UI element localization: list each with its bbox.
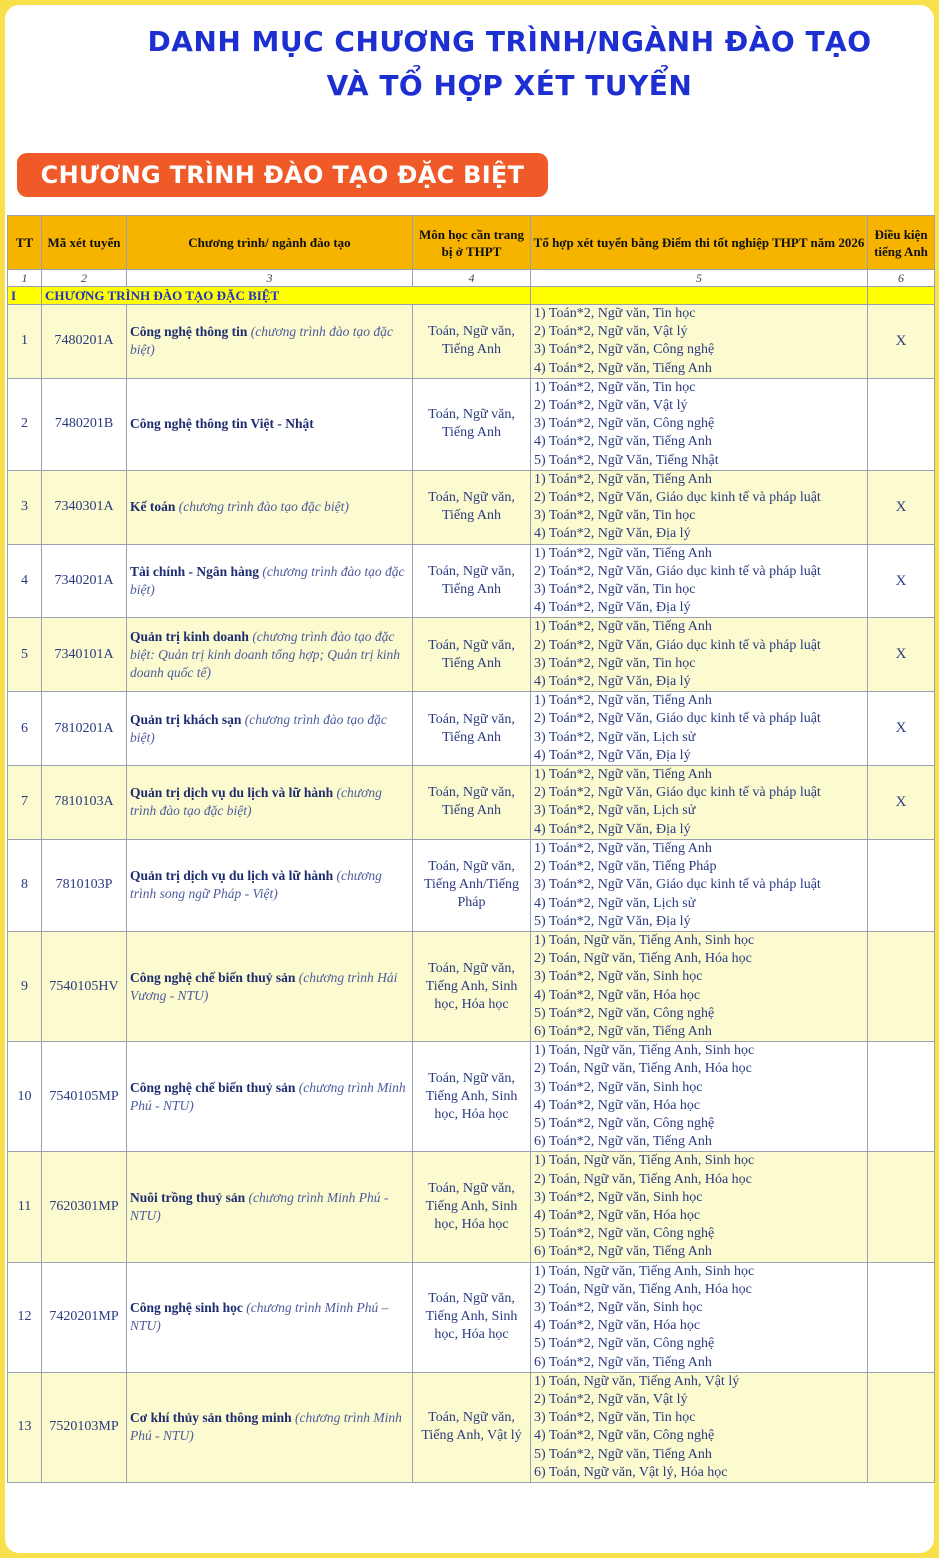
combos-cell [531,1372,868,1482]
combo-item: 3) Toán*2, Ngữ văn, Công nghệ [534,342,715,358]
combo-item: 6) Toán*2, Ngữ văn, Tiếng Anh [534,1354,712,1370]
col-number: 6 [868,270,935,287]
program-note: (chương trình Minh Phú - NTU) [130,1189,389,1223]
section-banner: CHƯƠNG TRÌNH ĐÀO TẠO ĐẶC BIỆT [17,153,548,197]
combos-cell [531,470,868,544]
table-row [8,766,935,840]
combo-item: 2) Toán*2, Ngữ Văn, Giáo dục kinh tế và pháp luật [534,785,821,801]
combo-item: 4) Toán*2, Ngữ văn, Công nghệ [534,1428,715,1444]
combo-item: 2) Toán*2, Ngữ văn, Vật lý [534,1391,688,1407]
combos-cell [531,931,868,1041]
combo-item: 2) Toán*2, Ngữ Văn, Giáo dục kinh tế và pháp luật [534,711,821,727]
english-requirement [868,1262,935,1372]
program-name: Quản trị khách sạn [130,711,242,727]
row-number: 5 [8,618,42,692]
combo-item: 5) Toán*2, Ngữ văn, Công nghệ [534,1226,715,1242]
program-name: Quản trị dịch vụ du lịch và lữ hành [130,785,334,801]
combo-item: 2) Toán, Ngữ văn, Tiếng Anh, Hóa học [534,951,752,967]
table-row [8,470,935,544]
required-subjects: Toán, Ngữ văn, Tiếng Anh [413,766,531,840]
required-subjects: Toán, Ngữ văn, Tiếng Anh, Sinh học, Hóa học [413,1262,531,1372]
program-note: (chương trình Minh Phú - NTU) [130,1410,402,1444]
row-number: 13 [8,1372,42,1482]
required-subjects: Toán, Ngữ văn, Tiếng Anh/Tiếng Pháp [413,839,531,931]
english-requirement [868,931,935,1041]
program-cell [127,305,413,379]
english-requirement [868,839,935,931]
combo-item: 3) Toán*2, Ngữ văn, Lịch sử [534,803,696,819]
program-note: (chương trình Hải Vương - NTU) [130,969,398,1003]
admission-code: 7480201A [42,305,127,379]
table-row [8,839,935,931]
combo-item: 4) Toán*2, Ngữ văn, Lịch sử [534,895,696,911]
program-name: Công nghệ thông tin [130,324,248,340]
combo-item: 3) Toán*2, Ngữ văn, Tin học [534,1410,696,1426]
header-program: Chương trình/ ngành đào tạo [127,216,413,270]
combo-item: 6) Toán, Ngữ văn, Vật lý, Hóa học [534,1464,728,1480]
table-row [8,1372,935,1482]
program-note: (chương trình Minh Phú – NTU) [130,1300,389,1334]
combo-item: 1) Toán, Ngữ văn, Tiếng Anh, Sinh học [534,1043,755,1059]
combo-item: 1) Toán*2, Ngữ văn, Tiếng Anh [534,471,712,487]
program-note: (chương trình Minh Phú - NTU) [130,1079,406,1113]
combos-cell [531,692,868,766]
program-cell [127,766,413,840]
table-row [8,692,935,766]
combos-cell [531,766,868,840]
table-row [8,1152,935,1262]
combo-item: 3) Toán*2, Ngữ văn, Sinh học [534,969,703,985]
program-name: Công nghệ sinh học [130,1300,243,1316]
row-number: 4 [8,544,42,618]
program-cell [127,378,413,470]
program-table [7,215,935,1483]
combo-item: 2) Toán*2, Ngữ Văn, Giáo dục kinh tế và pháp luật [534,563,821,579]
table-row [8,305,935,379]
program-cell [127,692,413,766]
combos-cell [531,305,868,379]
combo-item: 1) Toán*2, Ngữ văn, Tiếng Anh [534,840,712,856]
combos-cell [531,618,868,692]
required-subjects: Toán, Ngữ văn, Tiếng Anh, Sinh học, Hóa học [413,1042,531,1152]
english-requirement [868,1152,935,1262]
program-cell [127,931,413,1041]
combo-item: 2) Toán*2, Ngữ Văn, Giáo dục kinh tế và pháp luật [534,637,821,653]
program-name: Tài chính - Ngân hàng [130,564,260,580]
table-row [8,618,935,692]
combo-item: 4) Toán*2, Ngữ văn, Hóa học [534,1318,701,1334]
required-subjects: Toán, Ngữ văn, Tiếng Anh [413,470,531,544]
title-line-1: DANH MỤC CHƯƠNG TRÌNH/NGÀNH ĐÀO TẠO [147,25,872,58]
combo-item: 6) Toán*2, Ngữ văn, Tiếng Anh [534,1134,712,1150]
admission-code: 7810103P [42,839,127,931]
required-subjects: Toán, Ngữ văn, Tiếng Anh [413,378,531,470]
english-requirement [868,378,935,470]
program-note: (chương trình đào tạo đặc biệt) [178,499,349,515]
program-note: (chương trình song ngữ Pháp - Việt) [130,868,382,902]
combo-item: 4) Toán*2, Ngữ văn, Hóa học [534,1097,701,1113]
program-cell [127,1262,413,1372]
program-name: Quản trị dịch vụ du lịch và lữ hành [130,868,334,884]
header-english: Điều kiện tiếng Anh [868,216,935,270]
combo-item: 1) Toán*2, Ngữ văn, Tiếng Anh [534,767,712,783]
header-code: Mã xét tuyển [42,216,127,270]
program-name: Nuôi trồng thuỷ sản [130,1189,246,1205]
combos-cell [531,544,868,618]
table-row [8,544,935,618]
english-requirement: X [868,544,935,618]
program-note: (chương trình đào tạo đặc biệt) [130,785,382,819]
table-row [8,1042,935,1152]
program-cell [127,544,413,618]
page-title [0,20,939,108]
english-requirement: X [868,766,935,840]
combo-item: 5) Toán*2, Ngữ Văn, Tiếng Nhật [534,452,719,468]
combo-item: 2) Toán, Ngữ văn, Tiếng Anh, Hóa học [534,1061,752,1077]
admission-code: 7340101A [42,618,127,692]
col-number: 3 [127,270,413,287]
program-name: Kế toán [130,499,176,515]
required-subjects: Toán, Ngữ văn, Tiếng Anh [413,544,531,618]
row-number: 3 [8,470,42,544]
col-number: 2 [42,270,127,287]
combo-item: 3) Toán*2, Ngữ văn, Tin học [534,508,696,524]
header-combos: Tổ hợp xét tuyển bằng Điểm thi tốt nghiệp THPT năm 2026 [531,216,868,270]
combo-item: 1) Toán, Ngữ văn, Tiếng Anh, Sinh học [534,1153,755,1169]
combo-item: 1) Toán, Ngữ văn, Tiếng Anh, Vật lý [534,1373,740,1389]
col-number: 5 [531,270,868,287]
program-name: Công nghệ thông tin Việt - Nhật [130,416,314,432]
combo-item: 4) Toán*2, Ngữ văn, Tiếng Anh [534,360,712,376]
program-name: Công nghệ chế biến thuỷ sản [130,969,296,985]
combo-item: 6) Toán*2, Ngữ văn, Tiếng Anh [534,1244,712,1260]
section-number: I [8,287,42,305]
english-requirement: X [868,618,935,692]
row-number: 2 [8,378,42,470]
required-subjects: Toán, Ngữ văn, Tiếng Anh, Sinh học, Hóa học [413,1152,531,1262]
col-number: 1 [8,270,42,287]
program-name: Quản trị kinh doanh [130,628,249,644]
combo-item: 4) Toán*2, Ngữ Văn, Địa lý [534,821,691,837]
combo-item: 2) Toán, Ngữ văn, Tiếng Anh, Hóa học [534,1171,752,1187]
english-requirement: X [868,305,935,379]
combo-item: 3) Toán*2, Ngữ văn, Sinh học [534,1189,703,1205]
combo-item: 1) Toán*2, Ngữ văn, Tin học [534,306,696,321]
row-number: 12 [8,1262,42,1372]
combo-item: 2) Toán*2, Ngữ văn, Tiếng Pháp [534,859,717,875]
admission-code: 7420201MP [42,1262,127,1372]
required-subjects: Toán, Ngữ văn, Tiếng Anh [413,692,531,766]
combo-item: 4) Toán*2, Ngữ Văn, Địa lý [534,526,691,542]
english-requirement [868,1372,935,1482]
combo-item: 4) Toán*2, Ngữ văn, Hóa học [534,987,701,1003]
combo-item: 3) Toán*2, Ngữ văn, Lịch sử [534,729,696,745]
admission-code: 7480201B [42,378,127,470]
program-note: (chương trình đào tạo đặc biệt) [130,564,405,598]
required-subjects: Toán, Ngữ văn, Tiếng Anh, Sinh học, Hóa học [413,931,531,1041]
col-number: 4 [413,270,531,287]
combo-item: 5) Toán*2, Ngữ văn, Công nghệ [534,1115,715,1131]
combo-item: 2) Toán*2, Ngữ văn, Vật lý [534,324,688,340]
combo-item: 1) Toán*2, Ngữ văn, Tiếng Anh [534,619,712,635]
required-subjects: Toán, Ngữ văn, Tiếng Anh [413,305,531,379]
admission-code: 7340201A [42,544,127,618]
combo-item: 4) Toán*2, Ngữ Văn, Địa lý [534,674,691,690]
combo-item: 3) Toán*2, Ngữ văn, Tin học [534,582,696,598]
english-requirement: X [868,692,935,766]
header-tt: TT [8,216,42,270]
combo-item: 1) Toán*2, Ngữ văn, Tiếng Anh [534,545,712,561]
table-row [8,931,935,1041]
combo-item: 4) Toán*2, Ngữ văn, Hóa học [534,1207,701,1223]
combo-item: 3) Toán*2, Ngữ văn, Sinh học [534,1079,703,1095]
combos-cell [531,378,868,470]
table-row [8,1262,935,1372]
combos-cell [531,1042,868,1152]
section-row [8,287,935,305]
combo-item: 3) Toán*2, Ngữ văn, Công nghệ [534,416,715,432]
row-number: 11 [8,1152,42,1262]
program-cell [127,470,413,544]
row-number: 7 [8,766,42,840]
combo-item: 5) Toán*2, Ngữ văn, Công nghệ [534,1336,715,1352]
row-number: 8 [8,839,42,931]
combo-item: 4) Toán*2, Ngữ Văn, Địa lý [534,600,691,616]
program-note: (chương trình đào tạo đặc biệt) [130,711,387,745]
combo-item: 1) Toán*2, Ngữ văn, Tin học [534,379,696,395]
program-cell [127,1042,413,1152]
program-cell [127,1372,413,1482]
program-cell [127,1152,413,1262]
admission-code: 7620301MP [42,1152,127,1262]
row-number: 1 [8,305,42,379]
required-subjects: Toán, Ngữ văn, Tiếng Anh [413,618,531,692]
combo-item: 2) Toán, Ngữ văn, Tiếng Anh, Hóa học [534,1281,752,1297]
program-name: Công nghệ chế biến thuỷ sản [130,1079,296,1095]
admission-code: 7540105HV [42,931,127,1041]
combo-item: 1) Toán, Ngữ văn, Tiếng Anh, Sinh học [534,932,755,948]
title-line-2: VÀ TỔ HỢP XÉT TUYỂN [326,69,693,102]
english-requirement: X [868,470,935,544]
admission-code: 7810201A [42,692,127,766]
combo-item: 1) Toán*2, Ngữ văn, Tiếng Anh [534,693,712,709]
combo-item: 5) Toán*2, Ngữ văn, Tiếng Anh [534,1446,712,1462]
program-note: (chương trình đào tạo đặc biệt) [130,324,393,358]
row-number: 10 [8,1042,42,1152]
combos-cell [531,1152,868,1262]
table-row [8,378,935,470]
admission-code: 7540105MP [42,1042,127,1152]
combos-cell [531,839,868,931]
required-subjects: Toán, Ngữ văn, Tiếng Anh, Vật lý [413,1372,531,1482]
combo-item: 5) Toán*2, Ngữ văn, Công nghệ [534,1005,715,1021]
combo-item: 3) Toán*2, Ngữ Văn, Giáo dục kinh tế và pháp luật [534,877,821,893]
combo-item: 1) Toán, Ngữ văn, Tiếng Anh, Sinh học [534,1263,755,1279]
program-cell [127,839,413,931]
row-number: 6 [8,692,42,766]
combo-item: 4) Toán*2, Ngữ Văn, Địa lý [534,747,691,763]
combos-cell [531,1262,868,1372]
header-subjects: Môn học cần trang bị ở THPT [413,216,531,270]
admission-code: 7340301A [42,470,127,544]
combo-item: 2) Toán*2, Ngữ Văn, Giáo dục kinh tế và pháp luật [534,490,821,506]
combo-item: 5) Toán*2, Ngữ Văn, Địa lý [534,913,691,929]
combo-item: 6) Toán*2, Ngữ văn, Tiếng Anh [534,1023,712,1039]
combo-item: 4) Toán*2, Ngữ văn, Tiếng Anh [534,434,712,450]
row-number: 9 [8,931,42,1041]
combo-item: 2) Toán*2, Ngữ văn, Vật lý [534,398,688,414]
program-cell [127,618,413,692]
combo-item: 3) Toán*2, Ngữ văn, Tin học [534,655,696,671]
program-note: (chương trình đào tạo đặc biệt: Quản trị kinh doanh tổng hợp; Quản trị kinh doanh quốc tế) [130,628,401,680]
section-label: CHƯƠNG TRÌNH ĐÀO TẠO ĐẶC BIỆT [42,287,531,305]
english-requirement [868,1042,935,1152]
combo-item: 3) Toán*2, Ngữ văn, Sinh học [534,1299,703,1315]
admission-code: 7810103A [42,766,127,840]
program-name: Cơ khí thủy sản thông minh [130,1410,292,1426]
admission-code: 7520103MP [42,1372,127,1482]
